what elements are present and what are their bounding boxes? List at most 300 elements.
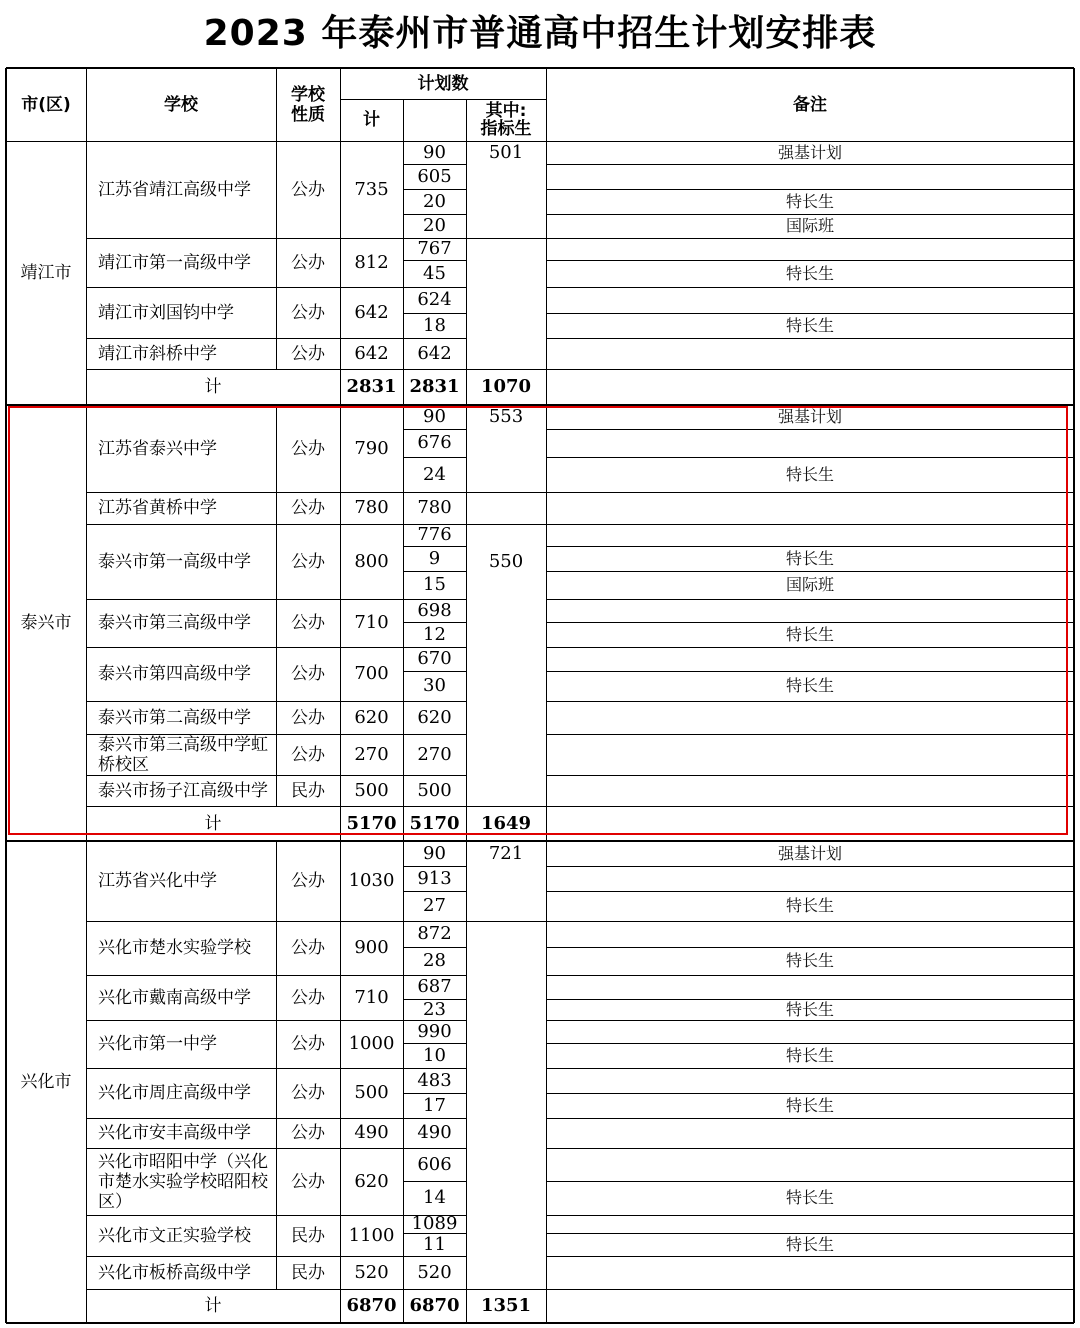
table-grid-line (466, 921, 467, 975)
table-grid-line (546, 1020, 547, 1068)
table-grid-line (466, 369, 467, 405)
plan-sub-value: 620 (417, 706, 452, 728)
table-grid-line (403, 975, 404, 1020)
plan-total: 520 (354, 1261, 389, 1283)
table-grid-line (340, 975, 341, 1020)
remark-cell (546, 701, 1074, 734)
table-grid-line (403, 1118, 404, 1148)
table-grid-line (546, 1118, 547, 1148)
school-type: 公办 (291, 438, 325, 459)
total-label: 计 (204, 813, 222, 834)
table-grid-line (276, 975, 277, 1020)
table-grid-line (276, 68, 277, 141)
table-grid-line (276, 841, 277, 921)
table-grid-line (546, 1289, 547, 1323)
table-grid-line (403, 921, 404, 975)
school-name: 兴化市昭阳中学（兴化市楚水实验学校昭阳校区） (98, 1151, 268, 1212)
plan-sub-value: 990 (417, 1020, 452, 1042)
remark-cell: 特长生 (785, 951, 834, 970)
school-type: 公办 (291, 664, 325, 684)
table-grid-line (466, 287, 467, 338)
plan-sub-value: 14 (423, 1187, 446, 1208)
table-grid-line (466, 238, 467, 287)
table-grid-line (276, 1020, 277, 1068)
table-grid-line (546, 1215, 547, 1256)
remark-cell (546, 734, 1074, 775)
table-grid-line (546, 68, 547, 141)
remark-cell (546, 1068, 1074, 1093)
table-grid-line (276, 1215, 277, 1256)
table-grid-line (276, 734, 277, 775)
plan-total: 500 (354, 1082, 389, 1103)
plan-sub-value: 913 (417, 867, 452, 889)
school-name: 江苏省黄桥中学 (98, 498, 217, 518)
remark-cell (546, 775, 1074, 806)
table-grid-line (276, 338, 277, 369)
plan-sub-value: 20 (423, 190, 446, 212)
table-grid-line (546, 405, 547, 492)
school-name: 靖江市斜桥中学 (98, 343, 217, 364)
remark-cell: 特长生 (785, 896, 834, 915)
table-grid-line (466, 701, 467, 734)
total-remark (546, 369, 1074, 405)
remark-cell (546, 866, 1074, 891)
school-name: 泰兴市第二高级中学 (98, 707, 251, 728)
school-name: 泰兴市第三高级中学 (98, 613, 251, 633)
table-grid-line (403, 734, 404, 775)
plan-sub-value: 605 (417, 165, 452, 187)
table-grid-line (6, 67, 1074, 69)
table-grid-line (466, 1256, 467, 1289)
table-grid-line (276, 599, 277, 647)
table-grid-line (276, 492, 277, 524)
table-grid-line (86, 68, 87, 141)
remark-cell (546, 287, 1074, 313)
school-type: 民办 (291, 1225, 325, 1246)
table-grid-line (546, 647, 547, 701)
quota-value: 721 (488, 842, 524, 864)
plan-sub-value: 767 (417, 238, 452, 259)
table-grid-line (340, 1068, 341, 1118)
total-label: 计 (204, 377, 222, 397)
school-type: 公办 (291, 498, 325, 518)
page-title: 2023 年泰州市普通高中招生计划安排表 (203, 13, 877, 54)
table-grid-line (403, 369, 404, 405)
table-grid-line (340, 1118, 341, 1148)
school-type: 公办 (291, 744, 325, 765)
plan-total: 700 (354, 663, 389, 684)
table-grid-line (546, 492, 547, 524)
table-grid-line (340, 806, 341, 841)
table-grid-line (340, 647, 341, 701)
district-cell: 泰兴市 (20, 613, 72, 633)
table-grid-line (276, 647, 277, 701)
plan-total: 620 (354, 706, 389, 728)
table-grid-line (276, 1118, 277, 1148)
table-grid-line (403, 1256, 404, 1289)
remark-cell (546, 338, 1074, 369)
remark-cell (546, 1148, 1074, 1181)
plan-sub-value: 27 (423, 895, 446, 916)
table-grid-line (546, 287, 547, 338)
header-remark: 备注 (793, 94, 827, 115)
table-grid-line (276, 775, 277, 806)
table-grid-line (276, 1148, 277, 1215)
header-nature: 学校性质 (291, 84, 325, 125)
school-name: 兴化市周庄高级中学 (98, 1083, 251, 1103)
table-grid-line (466, 405, 467, 492)
total-sub: 2831 (409, 376, 460, 397)
total-label: 计 (204, 1296, 222, 1316)
school-type: 民办 (291, 1262, 325, 1283)
table-grid-line (546, 975, 547, 1020)
table-grid-line (403, 841, 404, 921)
plan-sub-value: 15 (423, 574, 446, 595)
plan-sub-value: 642 (417, 342, 452, 364)
plan-total: 790 (354, 437, 389, 459)
table-grid-line (340, 1215, 341, 1256)
table-grid-line (466, 921, 546, 922)
plan-sub-value: 500 (417, 779, 452, 801)
school-type: 民办 (291, 780, 325, 801)
school-name: 靖江市刘国钧中学 (98, 302, 234, 323)
school-type: 公办 (291, 343, 325, 364)
plan-sub-value: 9 (428, 547, 441, 569)
quota-value: 501 (488, 141, 524, 163)
school-name: 泰兴市第三高级中学虹桥校区 (98, 734, 268, 775)
remark-cell: 强基计划 (777, 407, 842, 426)
plan-sub-value: 12 (423, 623, 446, 645)
table-grid-line (403, 1289, 404, 1323)
plan-sub-value: 24 (423, 463, 446, 485)
school-name: 江苏省靖江高级中学 (98, 179, 251, 200)
plan-total: 642 (354, 301, 389, 323)
table-grid-line (466, 492, 467, 524)
table-grid-line (403, 806, 404, 841)
table-grid-line (340, 405, 341, 492)
plan-sub-value: 18 (423, 314, 446, 336)
remark-cell: 国际班 (785, 575, 834, 594)
school-type: 公办 (291, 613, 325, 633)
school-type: 公办 (291, 1034, 325, 1054)
table-grid-line (546, 921, 547, 975)
school-type: 公办 (291, 302, 325, 323)
remark-cell (546, 164, 1074, 189)
table-grid-line (403, 99, 404, 141)
table-grid-line (403, 647, 404, 701)
remark-cell (546, 1215, 1074, 1233)
plan-total: 800 (354, 550, 389, 572)
plan-sub-value: 698 (417, 599, 452, 621)
table-grid-line (403, 238, 404, 287)
table-grid-line (403, 492, 404, 524)
table-grid-line (340, 141, 341, 238)
table-grid-line (466, 806, 467, 841)
remark-cell: 特长生 (785, 1234, 834, 1254)
plan-sub-value: 30 (423, 675, 446, 696)
table-grid-line (466, 141, 467, 238)
district-cell: 靖江市 (20, 263, 72, 283)
total-remark (546, 1289, 1074, 1323)
table-grid-line (546, 1068, 547, 1118)
table-grid-line (340, 701, 341, 734)
plan-total: 1100 (348, 1224, 395, 1246)
plan-sub-value: 23 (423, 999, 446, 1020)
plan-sub-value: 606 (417, 1153, 452, 1175)
total-remark (546, 806, 1074, 841)
table-grid-line (466, 238, 546, 239)
school-type: 公办 (291, 1083, 325, 1103)
table-grid-line (466, 647, 467, 701)
table-grid-line (546, 338, 547, 369)
remark-cell (546, 1256, 1074, 1289)
table-grid-line (340, 524, 341, 599)
remark-cell: 特长生 (785, 191, 834, 211)
table-grid-line (276, 405, 277, 492)
school-type: 公办 (291, 179, 325, 200)
remark-cell (546, 599, 1074, 622)
school-name: 兴化市戴南高级中学 (98, 987, 251, 1008)
plan-sub-value: 90 (423, 141, 446, 163)
header-district: 市(区) (21, 94, 71, 115)
table-grid-line (276, 141, 277, 238)
table-grid-line (466, 1289, 467, 1323)
table-grid-line (340, 775, 341, 806)
table-grid-line (403, 1215, 404, 1256)
total-plan: 2831 (346, 376, 397, 397)
plan-sub-value: 90 (423, 406, 446, 427)
school-name: 泰兴市第一高级中学 (98, 551, 251, 572)
total-plan: 5170 (346, 812, 397, 834)
total-quota: 1649 (480, 812, 532, 834)
plan-total: 710 (354, 986, 389, 1008)
total-quota: 1070 (480, 376, 532, 397)
table-grid-line (340, 68, 341, 141)
remark-cell: 特长生 (785, 1188, 834, 1207)
table-grid-line (276, 238, 277, 287)
header-quota: 其中:指标生 (480, 101, 532, 139)
plan-sub-value: 270 (417, 743, 452, 765)
school-name: 泰兴市扬子江高级中学 (98, 780, 268, 801)
table-grid-line (466, 734, 467, 775)
plan-sub-value: 1089 (411, 1215, 458, 1233)
table-grid-line (403, 524, 404, 599)
table-grid-line (6, 1322, 1074, 1324)
table-grid-line (403, 599, 404, 647)
table-grid-line (403, 287, 404, 338)
table-grid-line (466, 775, 467, 806)
school-type: 公办 (291, 1123, 325, 1143)
remark-cell: 特长生 (785, 263, 834, 283)
plan-sub-value: 11 (423, 1233, 446, 1255)
school-name: 靖江市第一高级中学 (98, 252, 251, 273)
table-grid-line (403, 405, 404, 492)
remark-cell: 国际班 (785, 216, 834, 235)
table-grid-line (340, 492, 341, 524)
plan-sub-value: 624 (417, 289, 452, 310)
school-name: 江苏省泰兴中学 (98, 438, 217, 459)
header-plan: 计划数 (417, 73, 469, 94)
table-grid-line (466, 1148, 467, 1215)
school-name: 兴化市楚水实验学校 (98, 938, 251, 958)
table-grid-line (546, 1256, 547, 1289)
table-grid-line (466, 1020, 467, 1068)
table-grid-line (340, 841, 341, 921)
plan-sub-value: 670 (417, 648, 452, 669)
table-grid-line (466, 841, 467, 921)
table-grid-line (340, 287, 341, 338)
table-grid-line (546, 806, 547, 841)
remark-cell (546, 429, 1074, 457)
header-total: 计 (363, 110, 380, 130)
plan-sub-value: 687 (417, 976, 452, 997)
plan-total: 1000 (348, 1033, 395, 1054)
table-grid-line (403, 338, 404, 369)
plan-total: 490 (354, 1122, 389, 1143)
school-name: 兴化市板桥高级中学 (98, 1262, 251, 1283)
remark-cell: 特长生 (785, 548, 834, 568)
total-sub: 6870 (409, 1295, 460, 1316)
plan-sub-value: 520 (417, 1261, 452, 1283)
school-name: 兴化市第一中学 (98, 1034, 217, 1054)
school-name: 江苏省兴化中学 (98, 871, 217, 891)
plan-sub-value: 17 (423, 1094, 446, 1116)
plan-total: 620 (354, 1170, 389, 1192)
school-type: 公办 (291, 551, 325, 572)
table-grid-line (546, 141, 547, 238)
plan-total: 642 (354, 342, 389, 364)
quota-value: 550 (488, 550, 524, 572)
table-grid-line (276, 524, 277, 599)
plan-sub-value: 10 (423, 1044, 446, 1066)
remark-cell: 特长生 (785, 1045, 834, 1065)
table-grid-line (546, 734, 547, 775)
total-sub: 5170 (409, 812, 460, 834)
table-grid-line (546, 775, 547, 806)
plan-total: 500 (354, 779, 389, 801)
table-grid-line (340, 1020, 341, 1068)
table-grid-line (546, 1148, 547, 1215)
table-grid-line (403, 141, 404, 238)
plan-sub-value: 776 (417, 524, 452, 545)
table-grid-line (340, 99, 546, 100)
table-grid-line (403, 1148, 404, 1215)
table-grid-line (403, 1068, 404, 1118)
table-grid-line (340, 1148, 341, 1215)
school-type: 公办 (291, 987, 325, 1008)
plan-total: 270 (354, 743, 389, 765)
table-grid-line (340, 238, 341, 287)
remark-cell (546, 492, 1074, 524)
table-grid-line (276, 1256, 277, 1289)
table-grid-line (466, 975, 467, 1020)
table-grid-line (276, 701, 277, 734)
plan-total: 1030 (348, 870, 395, 891)
school-type: 公办 (291, 871, 325, 891)
plan-total: 710 (354, 612, 389, 633)
school-name: 兴化市安丰高级中学 (98, 1123, 251, 1143)
table-grid-line (340, 338, 341, 369)
plan-sub-value: 45 (423, 262, 446, 284)
table-grid-line (466, 524, 467, 599)
table-grid-line (276, 1068, 277, 1118)
table-grid-line (276, 287, 277, 338)
plan-sub-value: 490 (417, 1122, 452, 1143)
remark-cell: 特长生 (785, 999, 834, 1019)
remark-cell (546, 238, 1074, 260)
remark-cell (546, 921, 1074, 947)
remark-cell: 强基计划 (777, 142, 842, 162)
remark-cell: 强基计划 (777, 843, 842, 863)
table-grid-line (403, 701, 404, 734)
plan-total: 735 (354, 178, 389, 200)
table-grid-line (340, 599, 341, 647)
remark-cell (546, 1020, 1074, 1043)
school-name: 泰兴市第四高级中学 (98, 664, 251, 684)
plan-sub-value: 780 (417, 497, 452, 518)
header-school: 学校 (164, 94, 198, 115)
total-plan: 6870 (346, 1295, 397, 1316)
school-name: 兴化市文正实验学校 (98, 1225, 251, 1246)
quota-value: 553 (488, 406, 524, 427)
table-grid-line (546, 238, 547, 287)
table-grid-line (546, 841, 547, 921)
school-type: 公办 (291, 707, 325, 728)
table-grid-line (403, 775, 404, 806)
school-type: 公办 (291, 938, 325, 958)
table-grid-line (340, 734, 341, 775)
plan-sub-value: 676 (417, 432, 452, 453)
plan-sub-value: 90 (423, 842, 446, 864)
remark-cell (546, 975, 1074, 999)
plan-sub-value: 483 (417, 1069, 452, 1091)
table-grid-line (466, 1068, 467, 1118)
remark-cell (546, 647, 1074, 671)
table-grid-line (403, 1020, 404, 1068)
plan-total: 812 (354, 251, 389, 273)
remark-cell: 特长生 (785, 464, 834, 484)
total-quota: 1351 (480, 1295, 532, 1316)
table-grid-line (340, 369, 341, 405)
plan-sub-value: 28 (423, 950, 446, 971)
plan-sub-value: 20 (423, 215, 446, 236)
table-grid-line (1073, 68, 1075, 1323)
table-grid-line (340, 1289, 341, 1323)
table-grid-line (466, 99, 467, 141)
table-grid-line (546, 599, 547, 647)
table-grid-line (466, 1215, 467, 1256)
table-grid-line (466, 492, 546, 493)
table-grid-line (5, 68, 7, 1323)
table-grid-line (466, 338, 467, 369)
table-grid-line (546, 701, 547, 734)
district-cell: 兴化市 (20, 1072, 72, 1092)
table-grid-line (546, 369, 547, 405)
plan-total: 780 (354, 497, 389, 518)
remark-cell: 特长生 (785, 315, 834, 335)
remark-cell: 特长生 (785, 676, 834, 695)
table-grid-line (276, 921, 277, 975)
school-type: 公办 (291, 1171, 325, 1192)
plan-total: 900 (354, 937, 389, 958)
table-grid-line (340, 1256, 341, 1289)
remark-cell (546, 524, 1074, 546)
school-type: 公办 (291, 252, 325, 273)
table-grid-line (340, 921, 341, 975)
table-grid-line (466, 1118, 467, 1148)
remark-cell: 特长生 (785, 1095, 834, 1115)
table-grid-line (466, 599, 467, 647)
